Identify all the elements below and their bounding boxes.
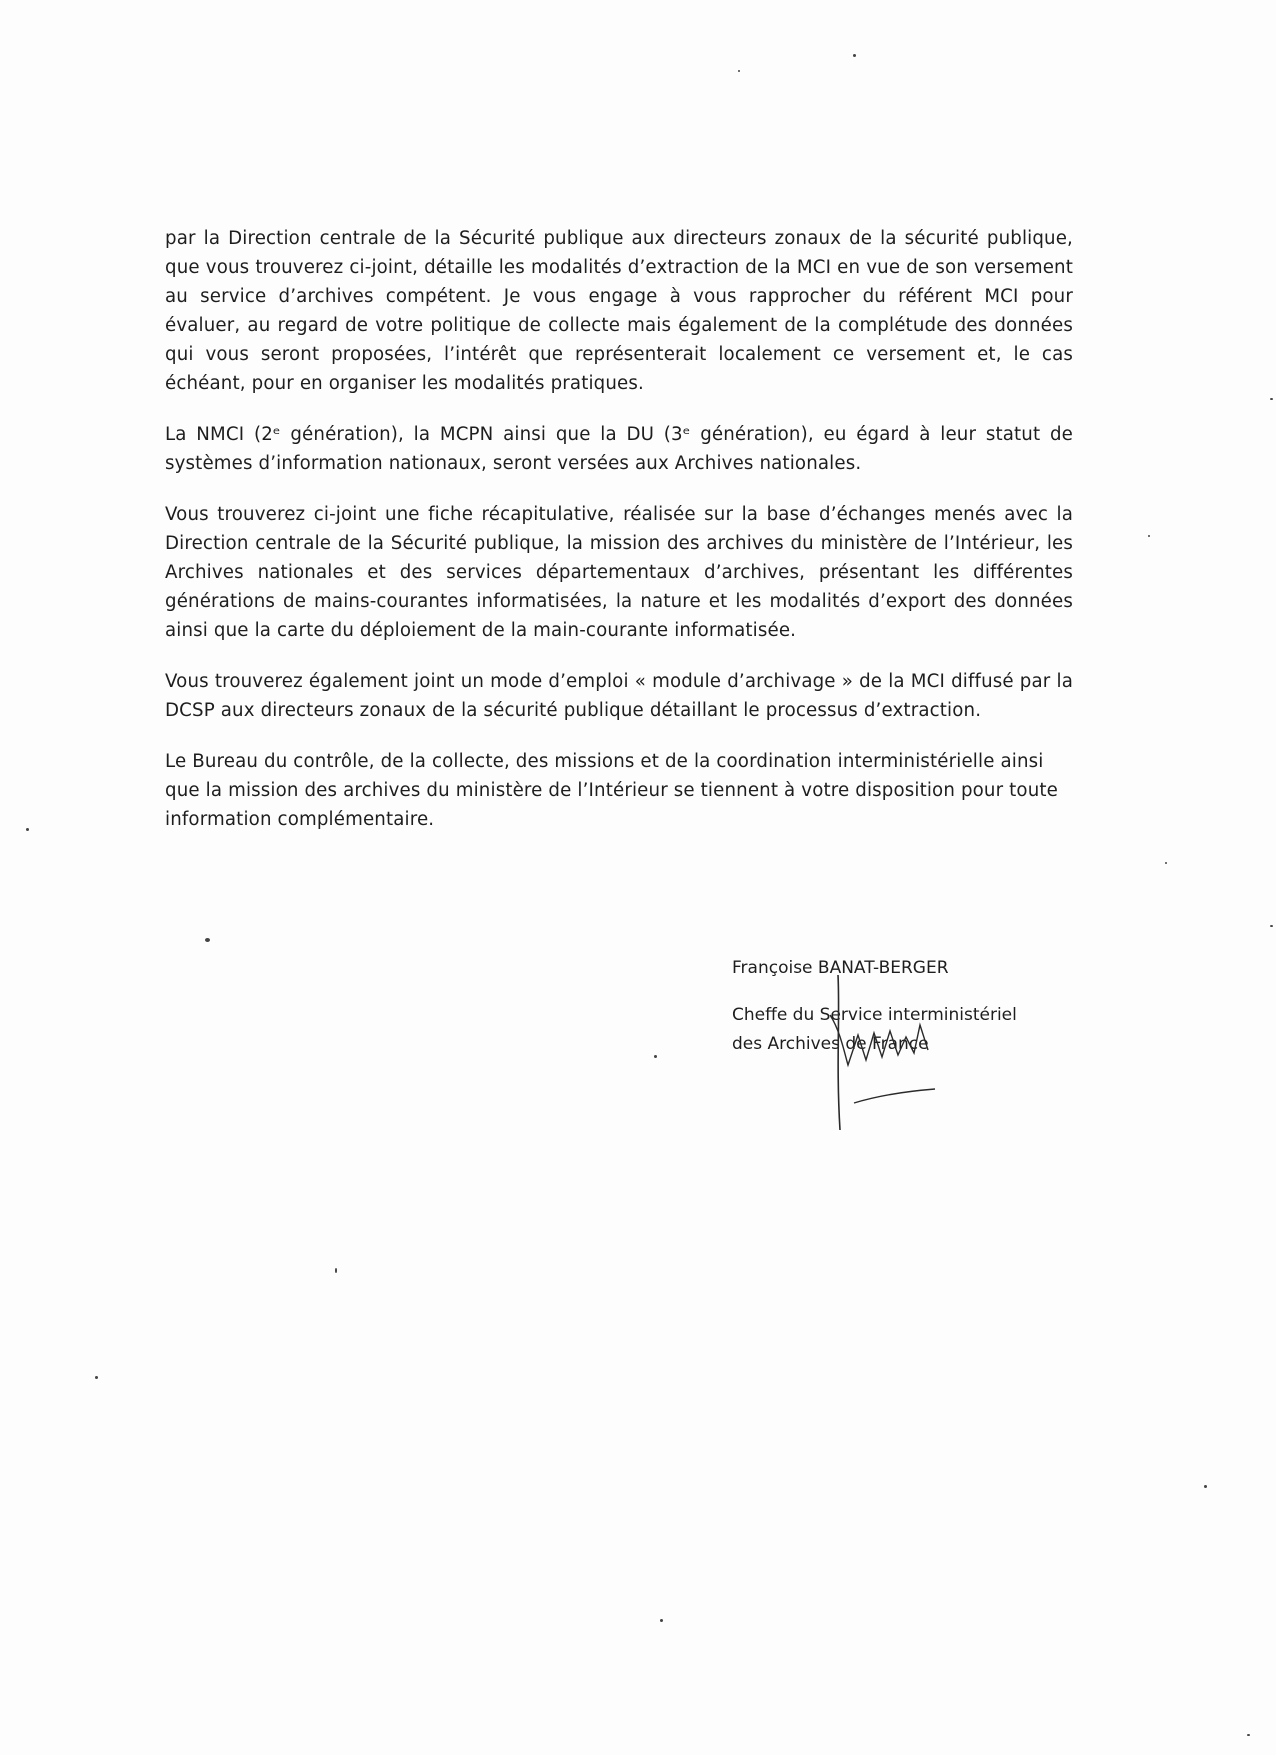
scan-speck bbox=[1165, 862, 1167, 864]
scan-speck bbox=[95, 1376, 98, 1379]
paragraph-contact-offer: Le Bureau du contrôle, de la collecte, des missions et de la coordination interministérielle ainsi que la mission des archives du ministère de l’Intérieur se tiennent à votre disposition pour toute information complémentaire. bbox=[165, 751, 1059, 830]
scan-speck bbox=[335, 1268, 337, 1273]
scan-speck bbox=[1148, 535, 1150, 537]
scan-speck bbox=[1204, 1485, 1207, 1488]
scan-speck bbox=[660, 1619, 663, 1622]
paragraph-national-archives: La NMCI (2ᵉ génération), la MCPN ainsi que la DU (3ᵉ génération), eu égard à leur statut de systèmes d’information nationaux, seront versées aux Archives nationales. bbox=[165, 424, 1073, 474]
scan-speck bbox=[738, 70, 740, 72]
letter-body bbox=[165, 224, 1073, 856]
paragraph-summary-sheet: Vous trouverez ci-joint une fiche récapitulative, réalisée sur la base d’échanges menés avec la Direction centrale de la Sécurité publique, la mission des archives du ministère de l’Intérieur, les Archives nationales et des services départementaux d’archives, présentant les différentes générations de mains-courantes informatisées, la nature et les modalités d’export des données ainsi que la carte du déploiement de la main-courante informatisée. bbox=[165, 504, 1073, 641]
scan-speck bbox=[1247, 1734, 1250, 1736]
paragraph-user-manual: Vous trouverez également joint un mode d’emploi « module d’archivage » de la MCI diffusé par la DCSP aux directeurs zonaux de la sécurité publique détaillant le processus d’extraction. bbox=[165, 671, 1073, 721]
signatory-title-line-1: Cheffe du Service interministériel bbox=[732, 1005, 1017, 1025]
signatory-name: Françoise BANAT-BERGER bbox=[732, 958, 949, 978]
scan-speck bbox=[654, 1055, 657, 1058]
scan-speck bbox=[1270, 925, 1273, 927]
scan-speck bbox=[1270, 398, 1273, 400]
scan-speck bbox=[205, 938, 210, 942]
scan-speck bbox=[26, 828, 29, 831]
scan-speck bbox=[853, 54, 856, 57]
signatory-title-line-2: des Archives de France bbox=[732, 1034, 929, 1054]
paragraph-extraction-modalities: par la Direction centrale de la Sécurité publique aux directeurs zonaux de la sécurité publique, que vous trouverez ci-joint, détaille les modalités d’extraction de la MCI en vue de son versement au service d’archives compétent. Je vous engage à vous rapprocher du référent MCI pour évaluer, au regard de votre politique de collecte mais également de la complétude des données qui vous seront proposées, l’intérêt que représenterait localement ce versement et, le cas échéant, pour en organiser les modalités pratiques. bbox=[165, 228, 1073, 394]
signature-block bbox=[732, 954, 1092, 1059]
